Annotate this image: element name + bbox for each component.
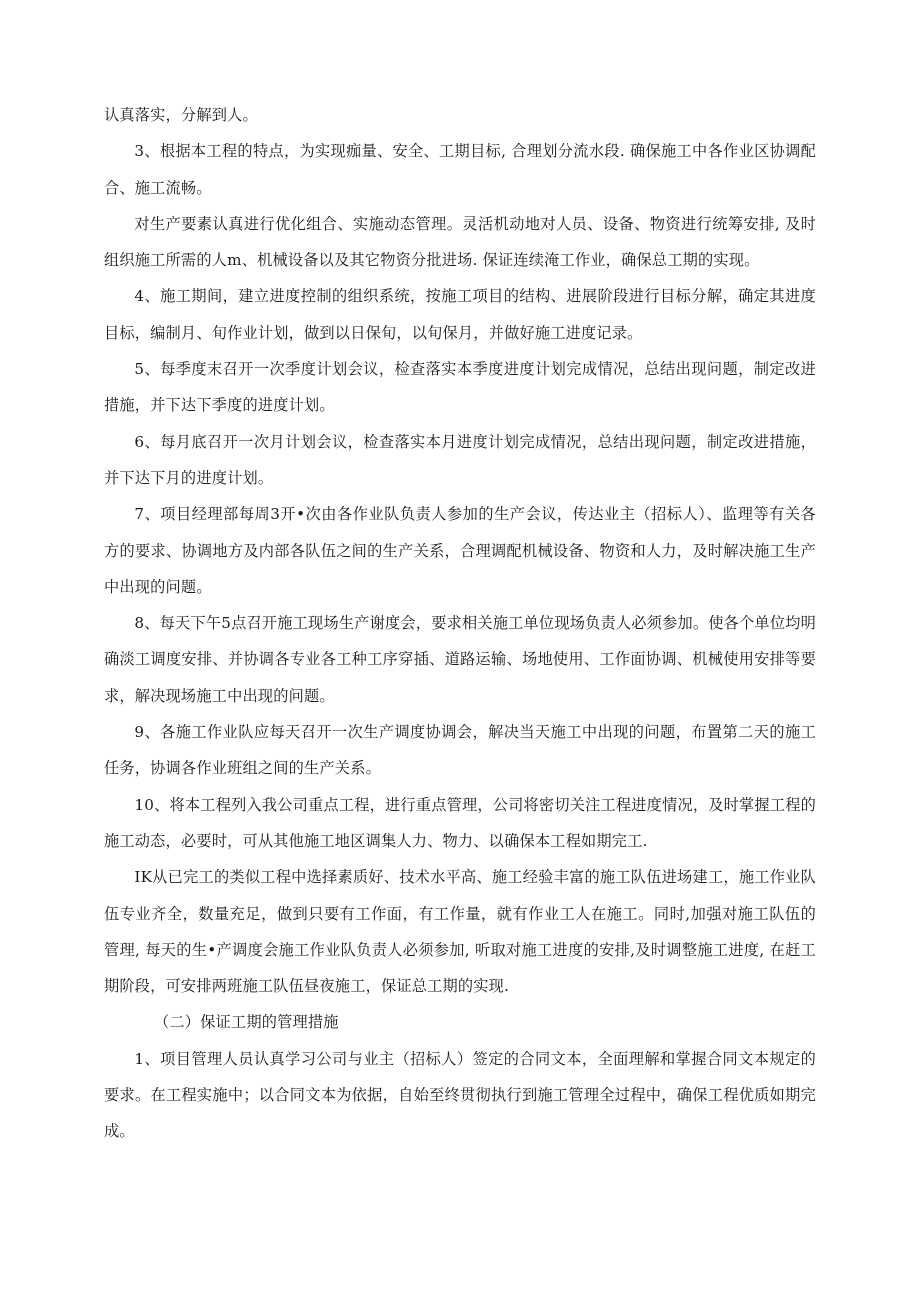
paragraph-item-9: 9、各施工作业队应每天召开一次生产调度协调会，解决当天施工中出现的问题，布置第二天的施工任务，协调各作业班组之间的生产关系。 bbox=[104, 723, 816, 778]
paragraph-production-factors: 对生产要素认真进行优化组合、实施动态管理。灵活机动地对人员、设备、物资进行统筹安排, 及时组织施工所需的人m、机械设备以及其它物资分批进场. 保证连续淹工作业，确保总工期的实现。 bbox=[104, 214, 816, 270]
paragraph-management-item-1: 1、项目管理人员认真学习公司与业主（招标人）签定的合同文本，全面理解和掌握合同文本规定的要求。在工程实施中；以合同文本为依据，自始至终贯彻执行到施工管理全过程中，确保工程优质如期完成。 bbox=[104, 1049, 816, 1141]
paragraph-item-6: 6、每月底召开一次月计划会议，检查落实本月进度计划完成情况，总结出现问题，制定改进措施，并下达下月的进度计划。 bbox=[104, 432, 816, 487]
paragraph-item-10: 10、将本工程列入我公司重点工程，进行重点管理，公司将密切关注工程进度情况，及时掌握工程的施工动态，必要时，可从其他施工地区调集人力、物力、以确保本工程如期完工. bbox=[104, 795, 816, 850]
document-body bbox=[104, 97, 816, 1150]
section-heading: （二）保证工期的管理措施 bbox=[154, 1013, 339, 1032]
paragraph-item-5: 5、每季度末召开一次季度计划会议，检查落实本季度进度计划完成情况，总结出现问题，制定改进措施，并下达下季度的进度计划。 bbox=[104, 360, 816, 415]
paragraph-item-7: 7、项目经理部每周3开•次由各作业队负责人参加的生产会议，传达业主（招标人）、监理等有关各方的要求、协调地方及内部各队伍之间的生产关系，合理调配机械设备、物资和人力，及时解决施工生产中出现的问题。 bbox=[104, 505, 816, 596]
paragraph-item-3: 3、根据本工程的特点，为实现痂量、安全、工期目标, 合理划分流水段. 确保施工中各作业区协调配合、施工流畅。 bbox=[104, 142, 816, 197]
paragraph-continuation: 认真落实，分解到人。 bbox=[104, 106, 258, 124]
paragraph-item-4: 4、施工期间，建立进度控制的组织系统，按施工项目的结构、进展阶段进行目标分解，确定其进度目标，编制月、旬作业计划，做到以日保旬，以旬保月，并做好施工进度记录。 bbox=[104, 287, 816, 342]
paragraph-item-11: IK从已完工的类似工程中选择素质好、技术水平高、施工经验丰富的施工队伍进场建工，施工作业队伍专业齐全，数量充足，做到只要有工作面，有工作量，就有作业工人在施工。同时,加强对施工队伍的管理, 每天的生•产调度会施工作业队负责人必须参加, 听取对施工进度的安排,及时调整施工进度, 在赶工期阶段，可安排两班施工队伍昼夜施工，保证总工期的实现. bbox=[104, 868, 816, 996]
paragraph-item-8: 8、每天下午5点召开施工现场生产谢度会，要求相关施工单位现场负责人必须参加。使各个单位均明确淡工调度安排、并协调各专业各工种工序穿插、道路运输、场地使用、工作面协调、机械使用安排等要求，解决现场施工中出现的问题。 bbox=[104, 614, 816, 705]
